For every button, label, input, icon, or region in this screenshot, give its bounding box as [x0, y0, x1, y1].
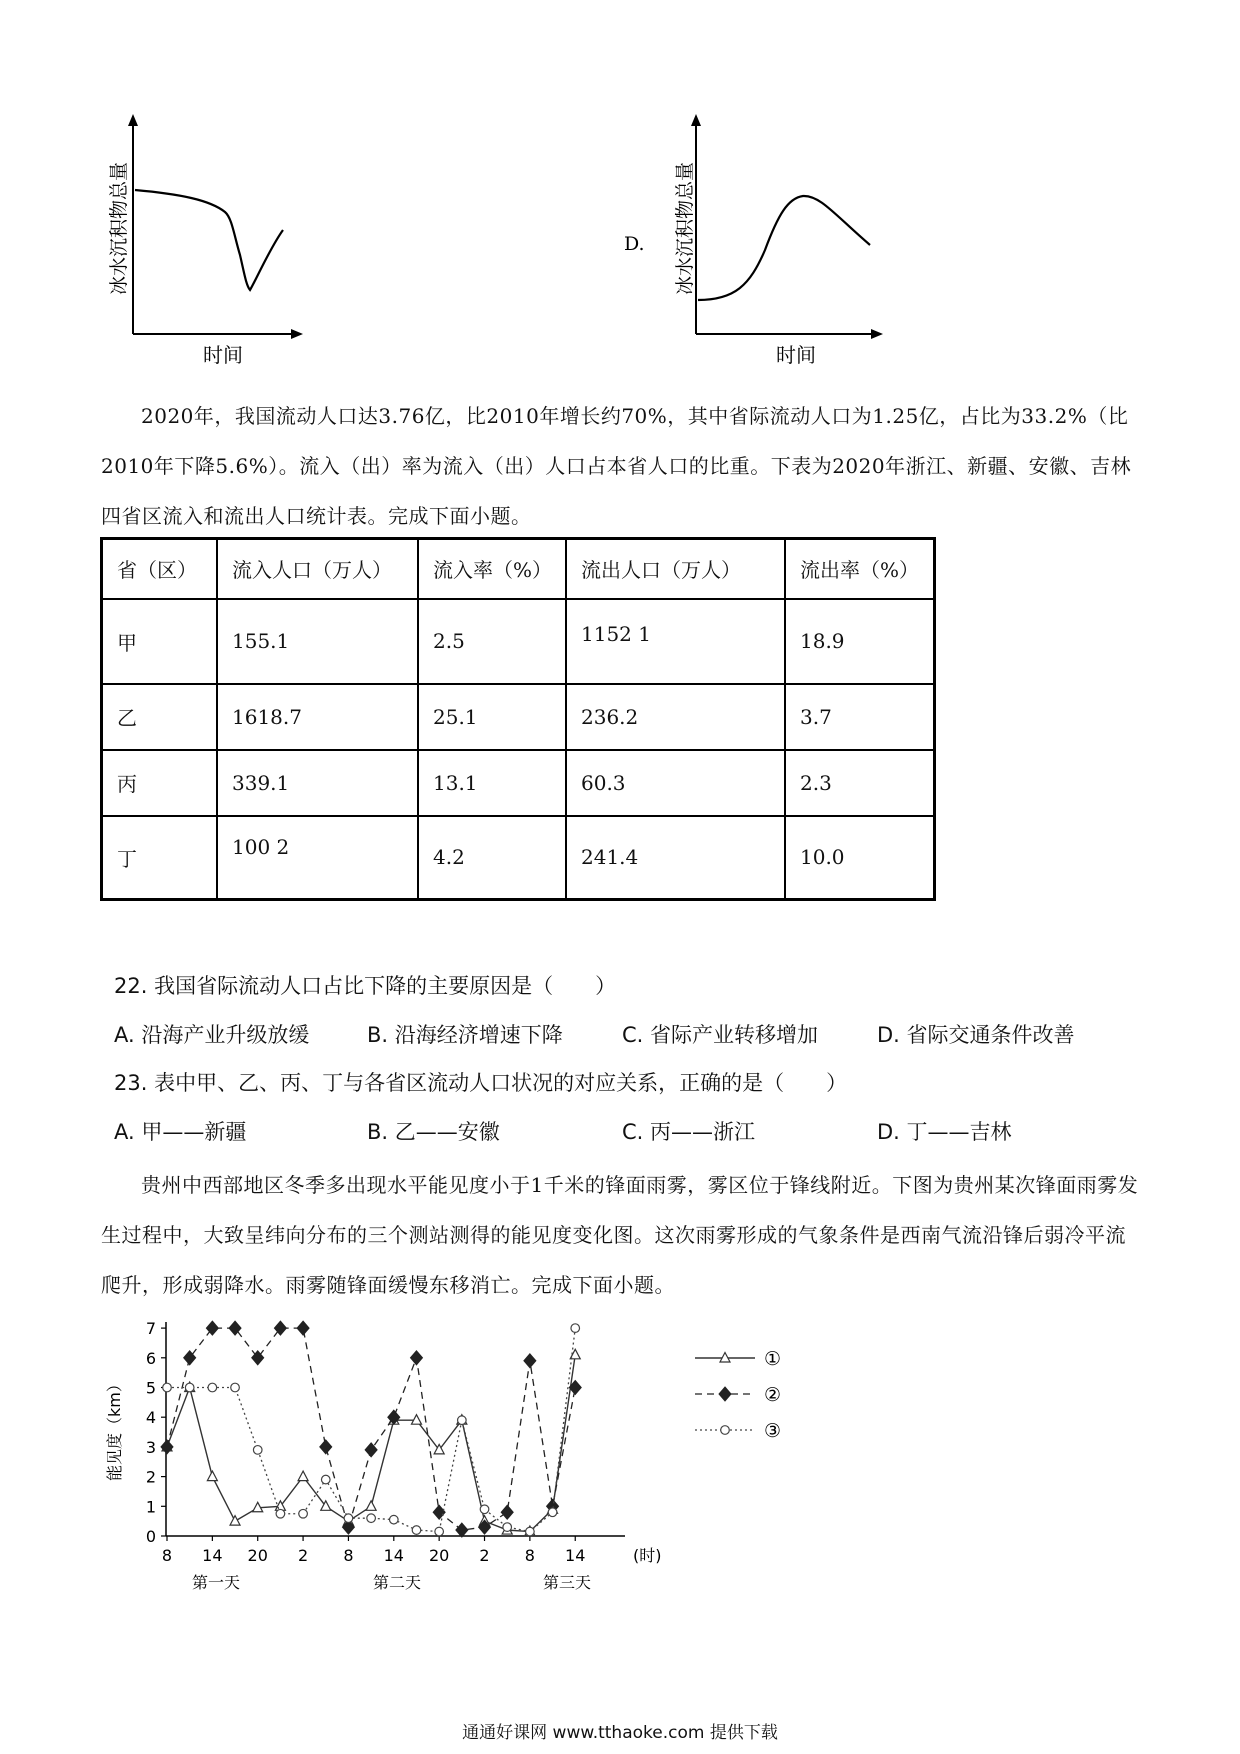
- data-point-triangle: [720, 1353, 730, 1363]
- day-label-2: 第二天: [373, 1573, 422, 1592]
- data-point-diamond: [501, 1505, 513, 1519]
- y-tick-label: 3: [145, 1437, 156, 1457]
- table-cell: 乙: [102, 684, 218, 750]
- table-cell: 13.1: [418, 750, 566, 816]
- x-tick-label: 2: [297, 1546, 309, 1565]
- data-point-circle: [367, 1514, 376, 1523]
- y-tick-label: 2: [145, 1467, 156, 1487]
- data-point-circle: [503, 1523, 512, 1532]
- data-point-triangle: [298, 1471, 308, 1481]
- data-point-diamond: [365, 1443, 377, 1457]
- table-cell: 甲: [102, 599, 218, 684]
- table-row: [102, 599, 935, 684]
- table-cell: 2.5: [418, 599, 566, 684]
- data-point-circle: [344, 1514, 353, 1523]
- y-axis-label: 能见度（km）: [105, 1376, 124, 1481]
- sketch-c-curve: [135, 190, 283, 290]
- question-22-option-b[interactable]: B. 沿海经济增速下降: [367, 1023, 563, 1047]
- sketch-c-xlabel: 时间: [203, 343, 243, 367]
- y-tick-label: 6: [145, 1348, 156, 1368]
- y-tick-label: 4: [145, 1408, 156, 1428]
- x-tick-label: 8: [343, 1546, 354, 1565]
- data-point-diamond: [320, 1440, 332, 1454]
- legend-label: ③: [764, 1420, 782, 1442]
- x-tick-label: 14: [565, 1546, 586, 1565]
- sketch-c-ylabel: 冰水沉积物总量: [108, 161, 130, 295]
- table-cell: 丁: [102, 816, 218, 900]
- x-tick-label: 14: [383, 1546, 404, 1565]
- question-23-option-b[interactable]: B. 乙——安徽: [367, 1120, 500, 1144]
- question-23-option-c[interactable]: C. 丙——浙江: [622, 1120, 756, 1144]
- table-cell: 60.3: [566, 750, 785, 816]
- table-cell: 1152 1: [566, 599, 785, 684]
- table-cell: 1618.7: [217, 684, 418, 750]
- x-tick-label: 8: [524, 1546, 535, 1565]
- data-point-circle: [526, 1527, 535, 1536]
- passage-migration: 2020年，我国流动人口达3.76亿，比2010年增长约70%，其中省际流动人口为1.25亿，占比为33.2%（比2010年下降5.6%）。流入（出）率为流入（出）人口占本省人口的比重。下表为2020年浙江、新疆、安徽、吉林四省区流入和流出人口统计表。完成下面小题。: [101, 404, 1132, 528]
- table-row: [102, 750, 935, 816]
- sketch-d-xlabel: 时间: [776, 343, 816, 367]
- x-tick-label: 20: [247, 1546, 268, 1565]
- table-cell: 18.9: [785, 599, 935, 684]
- legend-entry: [695, 1348, 781, 1370]
- data-point-circle: [458, 1416, 467, 1425]
- data-point-circle: [276, 1509, 285, 1518]
- data-point-circle: [321, 1475, 330, 1484]
- table-cell: 100 2: [217, 816, 418, 900]
- data-point-diamond: [524, 1354, 536, 1368]
- data-point-circle: [571, 1324, 580, 1333]
- x-tick-label: 14: [202, 1546, 223, 1565]
- table-cell: 4.2: [418, 816, 566, 900]
- table-cell: 241.4: [566, 816, 785, 900]
- table-header-cell: 省（区）: [102, 539, 218, 599]
- question-22-option-c[interactable]: C. 省际产业转移增加: [622, 1023, 819, 1047]
- visibility-chart: [100, 1305, 820, 1605]
- data-point-circle: [412, 1526, 421, 1535]
- data-point-circle: [480, 1505, 489, 1514]
- data-point-circle: [208, 1383, 217, 1392]
- table-header-cell: 流入率（%）: [418, 539, 566, 599]
- migration-table: [100, 537, 936, 901]
- table-row: [102, 816, 935, 900]
- data-point-diamond: [433, 1505, 445, 1519]
- question-23-option-d[interactable]: D. 丁——吉林: [877, 1120, 1012, 1144]
- y-tick-label: 1: [145, 1497, 156, 1517]
- table-cell: 2.3: [785, 750, 935, 816]
- sketch-d-ylabel: 冰水沉积物总量: [674, 161, 696, 295]
- question-23-stem: 23. 表中甲、乙、丙、丁与各省区流动人口状况的对应关系，正确的是（ ）: [114, 1071, 848, 1095]
- data-point-triangle: [366, 1501, 376, 1511]
- question-22-stem: 22. 我国省际流动人口占比下降的主要原因是（ ）: [114, 974, 617, 998]
- x-tick-label: 20: [428, 1546, 450, 1565]
- legend-label: ②: [764, 1384, 782, 1406]
- data-point-circle: [548, 1508, 557, 1517]
- y-tick-label: 7: [145, 1319, 156, 1339]
- data-point-circle: [231, 1383, 240, 1392]
- table-header-cell: 流出人口（万人）: [566, 539, 785, 599]
- table-row: [102, 684, 935, 750]
- legend-label: ①: [764, 1348, 782, 1370]
- footer-source: 通通好课网 www.tthaoke.com 提供下载: [462, 1723, 778, 1743]
- data-point-circle: [185, 1383, 194, 1392]
- table-header-row: [102, 539, 935, 599]
- x-tick-label: 8: [161, 1546, 173, 1565]
- day-label-1: 第一天: [192, 1573, 241, 1592]
- data-point-diamond: [719, 1387, 731, 1401]
- table-cell: 25.1: [418, 684, 566, 750]
- data-point-circle: [390, 1515, 399, 1524]
- table-cell: 236.2: [566, 684, 785, 750]
- data-point-diamond: [410, 1351, 422, 1365]
- data-point-triangle: [207, 1471, 217, 1481]
- table-header-cell: 流出率（%）: [785, 539, 935, 599]
- legend-entry: [695, 1420, 781, 1442]
- sketch-d-option-label: D.: [624, 233, 645, 255]
- question-23-option-a[interactable]: A. 甲——新疆: [114, 1120, 247, 1144]
- sketch-graph-c: [100, 100, 340, 380]
- data-point-circle: [253, 1446, 262, 1455]
- data-point-circle: [163, 1383, 172, 1392]
- x-tick-label: 2: [479, 1546, 490, 1565]
- sketch-d-curve: [698, 196, 870, 300]
- table-header-cell: 流入人口（万人）: [217, 539, 418, 599]
- table-cell: 155.1: [217, 599, 418, 684]
- data-point-diamond: [161, 1440, 173, 1454]
- x-axis-unit: (时): [633, 1546, 662, 1565]
- data-point-circle: [299, 1509, 308, 1518]
- data-point-triangle: [230, 1516, 240, 1526]
- table-cell: 10.0: [785, 816, 935, 900]
- data-point-diamond: [297, 1321, 309, 1335]
- data-point-circle: [435, 1527, 444, 1536]
- data-point-diamond: [456, 1523, 468, 1537]
- y-tick-label: 0: [145, 1527, 156, 1546]
- question-22-option-d[interactable]: D. 省际交通条件改善: [877, 1023, 1075, 1047]
- legend-entry: [695, 1384, 781, 1406]
- passage-fog: 贵州中西部地区冬季多出现水平能见度小于1千米的锋面雨雾，雾区位于锋线附近。下图为贵州某次锋面雨雾发生过程中，大致呈纬向分布的三个测站测得的能见度变化图。这次雨雾形成的气象条件是西南气流沿锋后弱冷平流爬升，形成弱降水。雨雾随锋面缓慢东移消亡。完成下面小题。: [101, 1173, 1139, 1297]
- day-label-3: 第三天: [543, 1573, 592, 1592]
- data-point-triangle: [411, 1415, 421, 1425]
- sketch-graph-d: [620, 100, 900, 380]
- data-point-circle: [721, 1426, 730, 1435]
- y-tick-label: 5: [145, 1378, 156, 1398]
- table-cell: 3.7: [785, 684, 935, 750]
- table-cell: 339.1: [217, 750, 418, 816]
- table-cell: 丙: [102, 750, 218, 816]
- question-22-option-a[interactable]: A. 沿海产业升级放缓: [114, 1023, 310, 1047]
